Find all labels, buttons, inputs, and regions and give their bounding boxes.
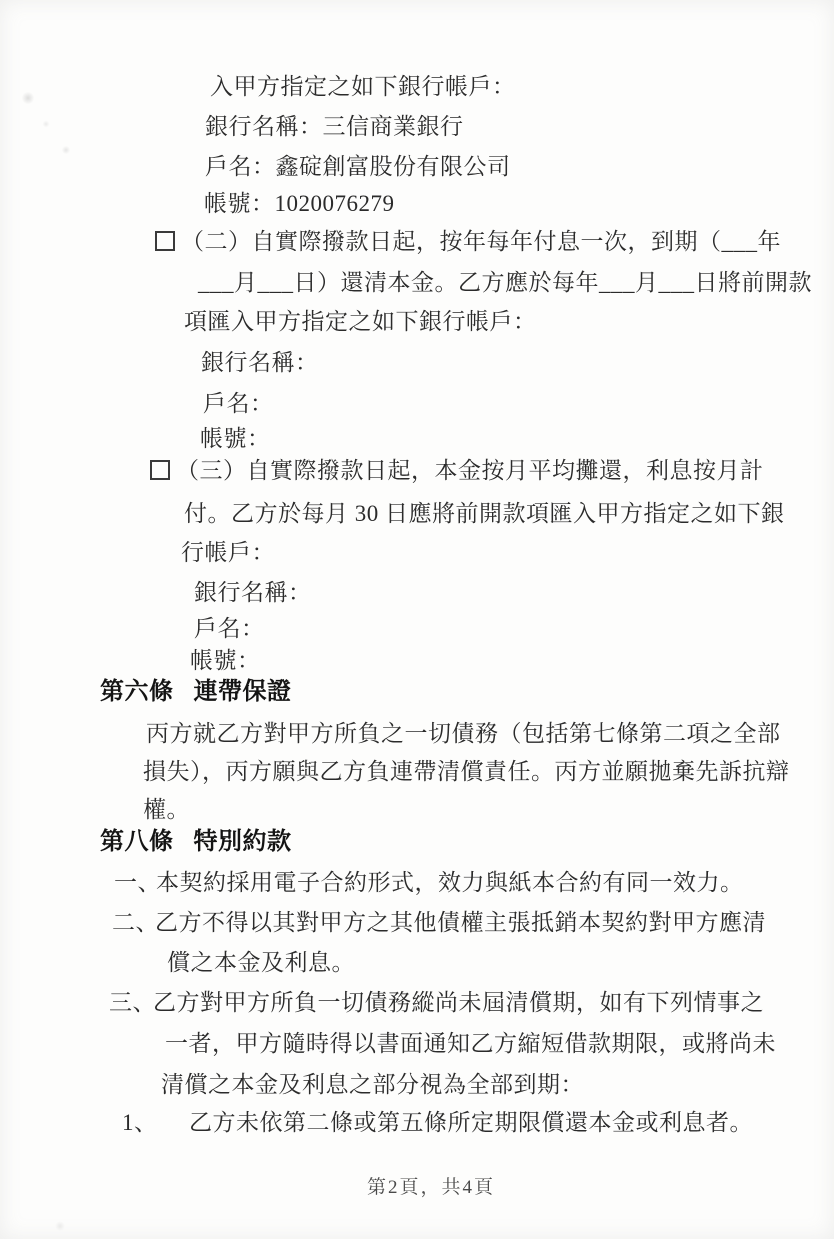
clause-item-3-line1: 乙方對甲方所負一切債務縱尚未屆清償期，如有下列情事之: [153, 990, 764, 1015]
article-6-body-line3: 權。: [143, 797, 190, 822]
payment-option-3-text: （三）自實際撥款日起，本金按月平均攤還，利息按月計: [176, 458, 764, 483]
clause-item-number: 二、: [112, 910, 159, 935]
clause-subitem-1-line1: 乙方未依第二條或第五條所定期限償還本金或利息者。: [189, 1110, 753, 1135]
bank-name-blank-line: 銀行名稱：: [194, 580, 312, 605]
account-number-blank-line: 帳號：: [200, 426, 271, 451]
clause-item-2-line2: 償之本金及利息。: [167, 950, 355, 975]
checkbox-unchecked-icon: [155, 231, 175, 251]
payment-option-2-text: （二）自實際撥款日起，按年每年付息一次，到期（___年: [181, 229, 781, 254]
article-8-number: 第八條: [100, 829, 174, 855]
clause-item-number: 三、: [109, 990, 156, 1015]
clause-item-1-line1: 本契約採用電子合約形式，效力與紙本合約有同一效力。: [156, 870, 744, 895]
article-6-body-line1: 丙方就乙方對甲方所負之一切債務（包括第七條第二項之全部: [146, 721, 781, 746]
account-number-blank-line: 帳號：: [190, 648, 261, 673]
article-6-number: 第六條: [100, 679, 174, 705]
article-6-heading: [100, 677, 292, 707]
payment-option-3-row: [150, 456, 764, 486]
account-name-blank-line: 戶名：: [194, 616, 265, 641]
article-8-title: 特別約款: [193, 829, 292, 855]
deposit-instruction-line: 入甲方指定之如下銀行帳戶：: [210, 74, 516, 99]
account-name-line-filled: 戶名：鑫碇創富股份有限公司: [205, 154, 511, 179]
checkbox-unchecked-icon: [150, 460, 170, 480]
clause-item-3-line3: 清償之本金及利息之部分視為全部到期：: [161, 1072, 584, 1097]
payment-option-3-line3: 行帳戶：: [181, 540, 275, 565]
payment-option-2-line2: ___月___日）還清本金。乙方應於每年___月___日將前開款: [198, 270, 812, 295]
page-number-footer: 第2頁，共4頁: [366, 1177, 495, 1198]
clause-item-3-line2: 一者，甲方隨時得以書面通知乙方縮短借款期限，或將尚未: [165, 1031, 776, 1056]
payment-option-2-row: [155, 227, 781, 257]
bank-name-line-filled: 銀行名稱：三信商業銀行: [205, 114, 464, 139]
clause-subitem-number: 1、: [122, 1110, 158, 1135]
clause-item-2-line1: 乙方不得以其對甲方之其他債權主張抵銷本契約對甲方應清: [155, 910, 766, 935]
account-number-line-filled: 帳號：1020076279: [204, 191, 395, 216]
article-8-heading: [100, 827, 292, 857]
payment-option-2-line3: 項匯入甲方指定之如下銀行帳戶：: [184, 309, 537, 334]
clause-item-number: 一、: [114, 870, 161, 895]
account-name-blank-line: 戶名：: [203, 391, 274, 416]
article-6-body-line2: 損失），丙方願與乙方負連帶清償責任。丙方並願拋棄先訴抗辯: [143, 759, 790, 784]
bank-name-blank-line: 銀行名稱：: [201, 350, 319, 375]
payment-option-3-line2: 付。乙方於每月 30 日應將前開款項匯入甲方指定之如下銀: [184, 501, 785, 526]
article-6-title: 連帶保證: [193, 679, 292, 705]
